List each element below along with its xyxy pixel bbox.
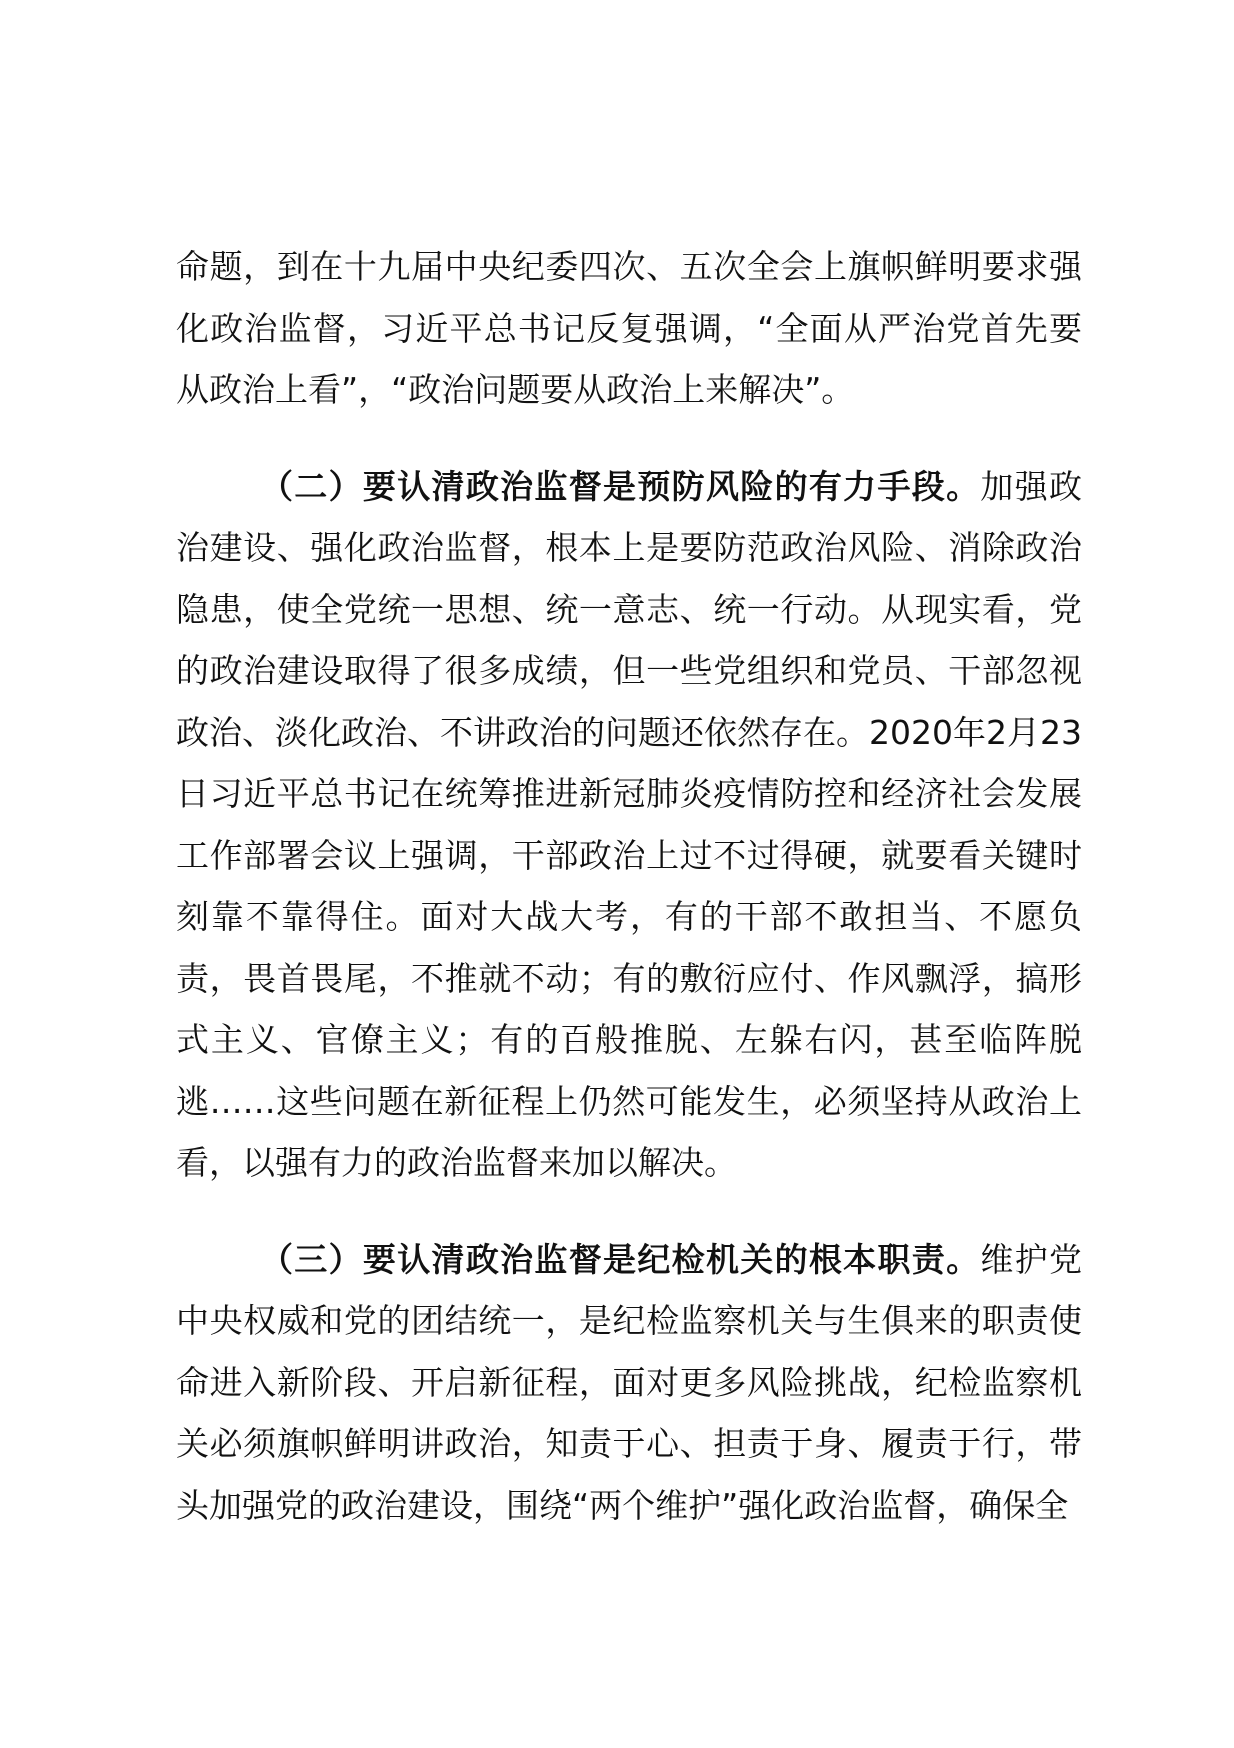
paragraph-text: 加强政治建设、强化政治监督，根本上是要防范政治风险、消除政治隐患，使全党统一思想、统一意志、统一行动。从现实看，党的政治建设取得了很多成绩，但一些党组织和党员、干部忽视政治、淡化政治、不讲政治的问题还依然存在。2020年2月23日习近平总书记在统筹推进新冠肺炎疫情防控和经济社会发展工作部署会议上强调，干部政治上过不过得硬，就要看关键时刻靠不靠得住。面对大战大考，有的干部不敢担当、不愿负责，畏首畏尾，不推就不动；有的敷衍应付、作风飘浮，搞形式主义、官僚主义；有的百般推脱、左躲右闪，甚至临阵脱逃……这些问题在新征程上仍然可能发生，必须坚持从政治上看，以强有力的政治监督来加以解决。 — [176, 466, 1083, 1182]
paragraph-section-three — [176, 1229, 1082, 1537]
paragraph-text: 命题，到在十九届中央纪委四次、五次全会上旗帜鲜明要求强化政治监督，习近平总书记反复强调，“全面从严治党首先要从政治上看”，“政治问题要从政治上来解决”。 — [176, 247, 1082, 409]
document-body — [176, 236, 1082, 1536]
paragraph-section-two — [176, 456, 1082, 1194]
section-heading: （三）要认清政治监督是纪检机关的根本职责。 — [260, 1239, 981, 1279]
paragraph-continuation — [176, 236, 1082, 421]
paragraph-text: 维护党中央权威和党的团结统一，是纪检监察机关与生俱来的职责使命进入新阶段、开启新征程，面对更多风险挑战，纪检监察机关必须旗帜鲜明讲政治，知责于心、担责于身、履责于行，带头加强党的政治建设，围绕“两个维护”强化政治监督，确保全 — [176, 1239, 1083, 1525]
section-heading: （二）要认清政治监督是预防风险的有力手段。 — [260, 466, 981, 506]
